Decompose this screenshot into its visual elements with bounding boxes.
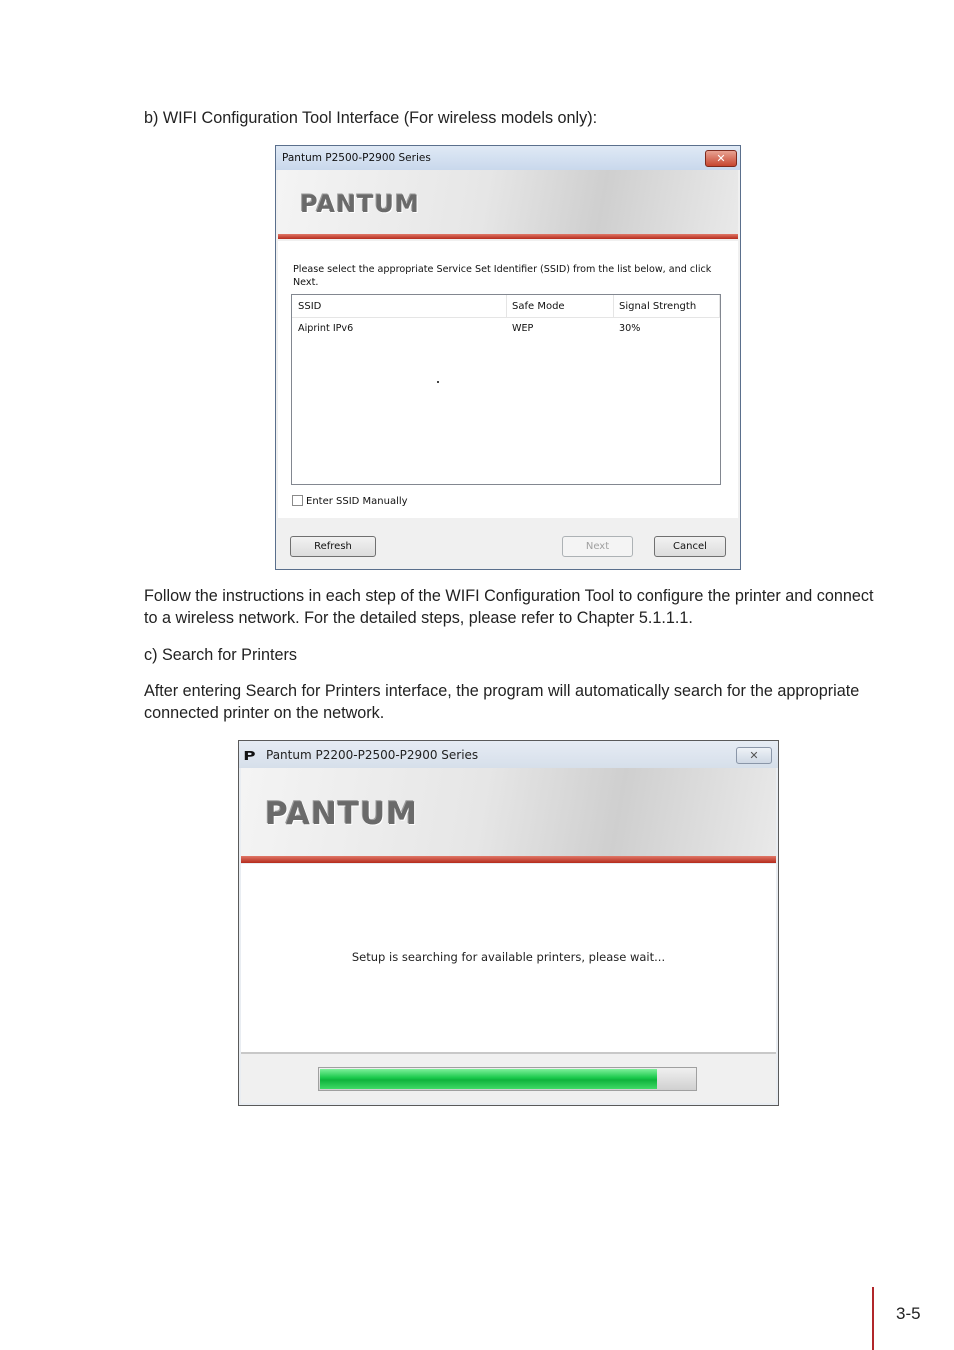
title-bar[interactable] <box>239 741 778 768</box>
banner <box>241 768 776 856</box>
column-ssid[interactable]: SSID <box>298 301 322 312</box>
pantum-app-icon: P <box>243 749 256 763</box>
title-bar[interactable] <box>276 146 740 170</box>
column-safe-mode[interactable]: Safe Mode <box>512 301 565 312</box>
searching-message: Setup is searching for available printers, please wait... <box>351 950 666 964</box>
enter-ssid-manually-checkbox[interactable] <box>292 495 303 506</box>
section-b-heading: b) WIFI Configuration Tool Interface (For wireless models only): <box>144 109 598 127</box>
banner <box>278 170 738 234</box>
dialog-content <box>241 864 776 1052</box>
column-separator <box>719 295 720 317</box>
search-progress-bar <box>318 1067 697 1091</box>
wifi-config-window <box>275 145 741 570</box>
header-divider <box>241 856 776 863</box>
list-header <box>292 295 720 318</box>
next-button[interactable]: Next <box>562 536 633 557</box>
search-description-paragraph: After entering Search for Printers interface, the program will automatically search for the appropriate connected printer on the network. <box>144 682 860 722</box>
refresh-button[interactable]: Refresh <box>290 536 376 557</box>
pantum-logo: PANTUM <box>265 796 418 832</box>
cancel-button[interactable]: Cancel <box>654 536 726 557</box>
window-title: Pantum P2500-P2900 Series <box>282 152 431 164</box>
ssid-cell: Aiprint IPv6 <box>298 323 354 334</box>
signal-cell: 30% <box>619 323 641 334</box>
dialog-content <box>278 241 738 518</box>
close-icon[interactable]: ✕ <box>736 747 772 764</box>
follow-instructions-paragraph: Follow the instructions in each step of the WIFI Configuration Tool to configure the printer and connect to a wireless network. For the detailed steps, please refer to Chapter 5.1.1.1. <box>144 587 874 627</box>
page-number: 3-5 <box>896 1304 921 1323</box>
close-icon[interactable]: ✕ <box>705 150 737 167</box>
safe-mode-cell: WEP <box>512 323 534 334</box>
column-signal-strength[interactable]: Signal Strength <box>619 301 697 312</box>
checkbox-label: Enter SSID Manually <box>306 496 408 507</box>
page-margin-bar <box>872 1287 874 1350</box>
stray-dot <box>437 381 439 383</box>
window-title: Pantum P2200-P2500-P2900 Series <box>266 748 479 762</box>
progress-fill <box>320 1069 657 1089</box>
ssid-list[interactable] <box>291 294 721 485</box>
dialog-footer <box>241 1052 776 1103</box>
instruction-text: Please select the appropriate Service Set Identifier (SSID) from the list below, and click Next. <box>293 264 712 288</box>
search-printers-window <box>238 740 779 1106</box>
header-divider <box>278 234 738 239</box>
section-c-heading: c) Search for Printers <box>144 646 297 664</box>
enter-ssid-manually-option[interactable] <box>292 495 408 507</box>
pantum-logo: PANTUM <box>300 190 420 218</box>
